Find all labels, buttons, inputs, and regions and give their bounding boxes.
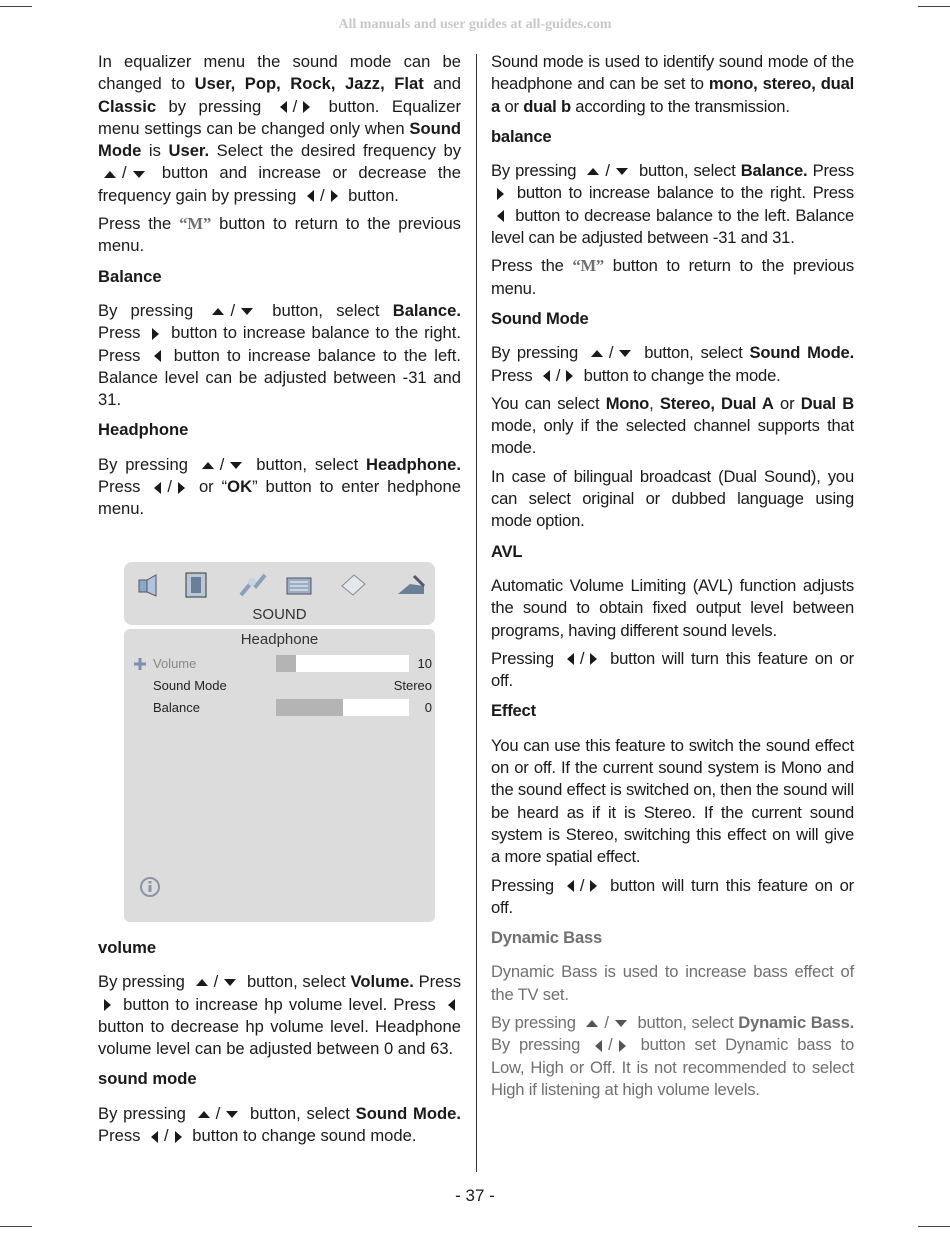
text: button to increase balance to the right. Press (98, 323, 462, 365)
menu-header-panel (124, 562, 435, 625)
text-bold: Mono (605, 393, 650, 413)
text: button set Dynamic bass to Low, High or Off. It is not recommended to select High if listening at high volume levels. (491, 1035, 854, 1099)
text-bold: Sound Mode. (749, 343, 854, 363)
text: button and increase or decrease the frequency gain by pressing (98, 163, 461, 205)
text: according to the transmission. (570, 96, 790, 116)
column-divider (476, 54, 477, 1172)
left-arrow-icon (567, 653, 574, 665)
bilingual-paragraph: In case of bilingual broadcast (Dual Sound), you can select original or dubbed language using mode option. (491, 466, 854, 531)
text: button, select (242, 972, 351, 992)
crop-mark (0, 1226, 32, 1227)
down-arrow-icon (133, 171, 145, 178)
text: button to change sound mode. (187, 1126, 417, 1146)
text: Press (413, 972, 462, 992)
down-arrow-icon (226, 1111, 238, 1118)
text: button to decrease hp volume level. Headphone volume level can be adjusted between 0 and 63. (98, 1016, 461, 1059)
menu-row-balance[interactable] (124, 698, 435, 718)
volume-paragraph: By pressing / button, select Volume. Press button to increase hp volume level. Press button to decrease hp volume level. Headphone volume level can be adjusted between 0 and 63. (98, 972, 462, 1059)
feature-icon (238, 572, 268, 598)
text-bold: dual b (523, 96, 571, 116)
text-bold: User, Pop, Rock, Jazz, Flat (194, 74, 424, 94)
text: button, select (632, 1012, 739, 1032)
speaker-icon (136, 572, 166, 598)
left-column-lower (98, 929, 461, 1153)
right-arrow-icon (497, 188, 504, 200)
right-arrow-icon (331, 190, 338, 202)
mode-select-paragraph (491, 393, 854, 460)
avl-toggle-paragraph: Pressing / button will turn this feature on or off. (491, 648, 854, 691)
right-arrow-icon (104, 999, 111, 1011)
right-arrow-icon (178, 482, 185, 494)
up-arrow-icon (586, 1020, 598, 1027)
headphone-paragraph: By pressing / button, select Headphone. Press / or “OK” button to enter hedphone menu. (98, 454, 461, 519)
left-arrow-icon (280, 101, 287, 113)
text-bold: Balance. (392, 300, 461, 320)
down-arrow-icon (224, 979, 236, 986)
text: By pressing (98, 454, 196, 474)
text: by pressing (156, 96, 274, 116)
volume-slider[interactable] (276, 655, 409, 672)
text: button to decrease balance to the left. Balance level can be adjusted between -31 and 31. (491, 205, 854, 248)
balance-paragraph: By pressing / button, select Balance. Press button to increase balance to the right. Press button to decrease balance to the left. Balance level can be adjusted between -31 and 31. (491, 161, 854, 248)
text: button to increase balance to the right. Press (510, 183, 854, 203)
text: Pressing (491, 648, 561, 668)
right-arrow-icon (175, 1131, 182, 1143)
text: Pressing (491, 875, 561, 895)
text: ” button to enter hedphone menu. (98, 477, 461, 519)
source-icon (338, 572, 368, 598)
right-arrow-icon (590, 880, 597, 892)
up-arrow-icon (104, 171, 116, 178)
text-bold: Headphone. (366, 454, 461, 474)
effect-toggle-paragraph: Pressing / button will turn this feature on or off. (491, 875, 854, 917)
m-key-label: “M” (572, 256, 605, 276)
down-arrow-icon (230, 462, 242, 469)
text: button, select (244, 1103, 356, 1123)
menu-row-label: Sound Mode (153, 678, 227, 693)
text: is (141, 141, 169, 161)
balance-heading: balance (491, 126, 552, 146)
menu-row-value: 10 (417, 656, 432, 671)
avl-paragraph: Automatic Volume Limiting (AVL) function adjusts the sound to obtain fixed output level between programs, having different sound levels. (491, 575, 854, 640)
left-arrow-icon (543, 370, 550, 382)
text: By pressing (98, 1103, 192, 1123)
text-bold: Balance. (740, 161, 808, 181)
text: By pressing (98, 300, 207, 320)
balance-heading: Balance (98, 266, 162, 286)
text-bold: Stereo, Dual A (659, 393, 774, 413)
left-arrow-icon (448, 999, 455, 1011)
info-icon (138, 876, 162, 898)
menu-row-volume[interactable] (124, 654, 435, 674)
right-column (491, 51, 854, 1107)
text: button. (343, 185, 399, 205)
right-arrow-icon (152, 328, 159, 340)
text: Press (98, 1126, 146, 1146)
up-arrow-icon (202, 462, 214, 469)
left-arrow-icon (307, 190, 314, 202)
balance-paragraph: By pressing / button, select Balance. Press button to increase balance to the right. Press button to increase balance to the left. Balance level can be adjusted between -31 and 31. (98, 300, 462, 410)
text: Press (491, 365, 537, 385)
volume-slider-fill (276, 655, 296, 672)
text: Press (807, 161, 854, 181)
up-arrow-icon (212, 308, 224, 315)
effect-heading: Effect (491, 701, 536, 721)
left-arrow-icon (567, 880, 574, 892)
text: button to return to the previous menu. (491, 256, 854, 298)
down-arrow-icon (616, 168, 628, 175)
text: mode, only if the selected channel supports that mode. (491, 416, 854, 458)
sound-mode-paragraph: By pressing / button, select Sound Mode. Press / button to change sound mode. (98, 1103, 461, 1146)
text-bold: Volume. (350, 972, 414, 992)
text: Press (98, 477, 149, 497)
effect-paragraph: You can use this feature to switch the sound effect on or off. If the current sound system is Mono and the sound effect is switched on, then the sound will be heard as if it is Stereo. If the current sound system is Stereo, switching this effect on will give a more spatial effect. (491, 735, 854, 867)
left-column (98, 51, 461, 527)
right-arrow-icon (566, 370, 573, 382)
sound-menu-screenshot (124, 562, 435, 912)
page-header: All manuals and user guides at all-guides.com (338, 17, 612, 32)
left-arrow-icon (497, 210, 504, 222)
menu-title: SOUND (252, 606, 307, 623)
balance-slider[interactable] (276, 699, 409, 716)
dynamic-bass-heading: Dynamic Bass (491, 928, 603, 948)
text: or (773, 393, 801, 413)
left-arrow-icon (151, 1131, 158, 1143)
crop-mark (918, 6, 950, 7)
menu-icon-strip (134, 570, 429, 602)
text: button will turn this feature on or off. (491, 648, 854, 691)
text: You can select (491, 393, 606, 413)
crop-mark (918, 1226, 950, 1227)
sound-mode-paragraph: By pressing / button, select Sound Mode. Press / button to change the mode. (491, 343, 854, 385)
menu-row-value: Stereo (393, 678, 432, 693)
volume-heading: volume (98, 938, 157, 957)
down-arrow-icon (619, 350, 631, 357)
sound-mode-heading: sound mode (98, 1069, 197, 1089)
install-icon (284, 572, 314, 598)
headphone-heading: Headphone (98, 420, 189, 440)
text: , (649, 393, 660, 413)
page-number: - 37 - (455, 1186, 495, 1205)
text-bold: Dynamic Bass. (738, 1012, 855, 1032)
text: By pressing (98, 972, 190, 992)
text: Sound mode is used to identify sound mode of the headphone and can be set to (491, 52, 854, 94)
menu-footer-panel (124, 862, 435, 911)
down-arrow-icon (615, 1020, 627, 1027)
text: or (500, 96, 524, 116)
up-arrow-icon (591, 350, 603, 357)
down-arrow-icon (241, 308, 253, 315)
up-arrow-icon (196, 979, 208, 986)
text: or “ (191, 477, 228, 497)
text: In equalizer menu the sound mode can be changed to (98, 52, 461, 94)
text: By pressing (491, 1035, 590, 1055)
text: By pressing (491, 161, 582, 181)
up-arrow-icon (587, 168, 599, 175)
text: button to increase balance to the left. Balance level can be adjusted between -31 and 31. (98, 345, 462, 410)
text-bold: OK (227, 477, 253, 497)
right-arrow-icon (303, 101, 310, 113)
m-button-paragraph (491, 255, 854, 300)
dynamic-bass-select-paragraph: By pressing / button, select Dynamic Bass. By pressing / button set Dynamic bass to Low, High or Off. It is not recommended to select High if listening at high volume levels. (491, 1012, 855, 1099)
text: By pressing (491, 343, 585, 363)
right-arrow-icon (590, 653, 597, 665)
text: button, select (633, 161, 741, 181)
equalizer-paragraph: In equalizer menu the sound mode can be changed to User, Pop, Rock, Jazz, Flat and Classic by pressing / button. Equalizer menu settings can be changed only when Sound Mode is User. Select the desired frequency by / button and increase or decrease the frequency gain by pressing / button. (98, 52, 462, 205)
menu-row-sound-mode[interactable] (124, 676, 435, 696)
text: Press the (98, 214, 180, 234)
text-bold: Sound Mode. (355, 1103, 461, 1123)
selection-cursor-icon (133, 657, 147, 671)
text-bold: Classic (98, 96, 157, 116)
text: and (423, 74, 461, 94)
text: button to change the mode. (579, 365, 781, 385)
text: button, select (248, 454, 367, 474)
left-arrow-icon (154, 350, 161, 362)
text: Select the desired frequency by (209, 141, 461, 161)
text: button to increase hp volume level. Press (117, 994, 442, 1014)
text: button, select (259, 300, 393, 320)
crop-mark (0, 6, 32, 7)
setup-icon (396, 572, 426, 598)
text: Press (98, 323, 147, 343)
left-arrow-icon (154, 482, 161, 494)
m-button-paragraph (98, 213, 461, 258)
text-bold: mono, stereo, dual a (491, 74, 855, 116)
dynamic-bass-paragraph: Dynamic Bass is used to increase bass effect of the TV set. (491, 962, 854, 1004)
sound-mode-heading: Sound Mode (491, 308, 589, 328)
picture-icon (182, 572, 212, 598)
balance-slider-fill (276, 699, 343, 716)
dynamic-bass-section (491, 927, 854, 1101)
headphone-sound-mode-paragraph (491, 51, 854, 118)
left-arrow-icon (595, 1040, 602, 1052)
right-arrow-icon (619, 1040, 626, 1052)
text: By pressing (491, 1012, 581, 1032)
text: button to return to the previous menu. (98, 214, 461, 256)
text: button will turn this feature on or off. (491, 875, 854, 917)
menu-row-label: Balance (153, 700, 200, 715)
text: button. Equalizer menu settings can be changed only when (98, 96, 462, 138)
menu-row-label: Volume (153, 656, 197, 671)
m-key-label: “M” (179, 214, 212, 234)
text-bold: Dual B (800, 393, 855, 413)
up-arrow-icon (198, 1111, 210, 1118)
text: Press the (491, 256, 573, 276)
text-bold: Sound Mode (98, 118, 461, 161)
avl-heading: AVL (491, 541, 523, 561)
menu-subtitle: Headphone (240, 631, 319, 648)
text-bold: User. (168, 141, 210, 161)
text: button, select (637, 343, 750, 363)
menu-row-value: 0 (424, 700, 432, 715)
